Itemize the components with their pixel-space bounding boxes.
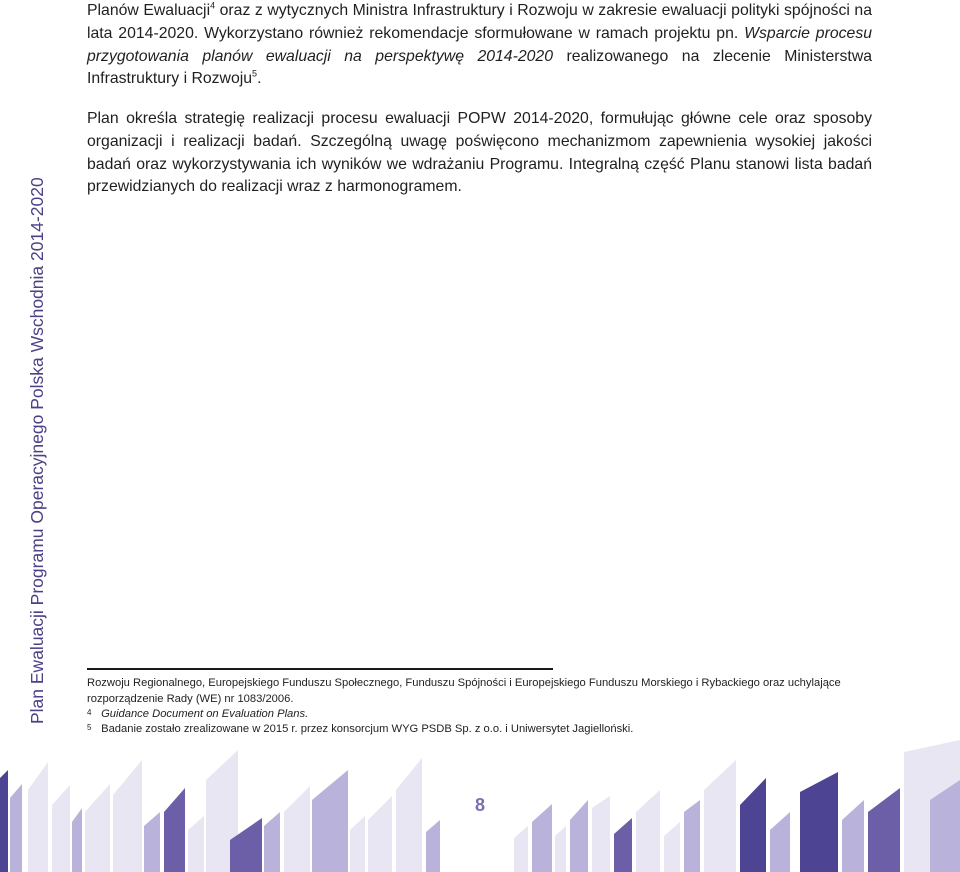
- deco-shape: [188, 816, 204, 872]
- deco-shape: [72, 808, 82, 872]
- deco-shape: [770, 812, 790, 872]
- para1-text-start: Planów Ewaluacji: [87, 2, 211, 19]
- deco-shape: [614, 818, 632, 872]
- footnote-5-text: Badanie zostało zrealizowane w 2015 r. przez konsorcjum WYG PSDB Sp. z o.o. i Uniwersytet Jagielloński.: [101, 723, 634, 735]
- para1-period: .: [257, 70, 262, 88]
- deco-shape: [555, 826, 566, 872]
- project-title-italic: Wsparcie procesu przygotowania planów ewaluacji na perspektywę 2014-2020: [87, 24, 872, 65]
- footnote-ref-4[interactable]: 4: [210, 0, 216, 11]
- deco-shape: [28, 762, 48, 872]
- deco-shape: [368, 796, 392, 872]
- deco-shape: [113, 760, 142, 872]
- deco-shape: [664, 822, 680, 872]
- deco-shape: [636, 790, 660, 872]
- footnote-5-number: 5: [87, 723, 92, 732]
- deco-shape: [164, 788, 185, 872]
- deco-shape: [684, 800, 700, 872]
- deco-shape: [740, 778, 766, 872]
- deco-shape: [704, 760, 736, 872]
- deco-shape: [264, 812, 280, 872]
- page-number: 8: [474, 795, 485, 815]
- deco-shape: [868, 788, 900, 872]
- para1-text-end: realizowanego na zlecenie Ministerstwa Infrastruktury i Rozwoju: [87, 47, 873, 88]
- deco-shape: [570, 800, 588, 872]
- deco-shape: [396, 758, 422, 872]
- footnote-ref-5[interactable]: 5: [252, 69, 258, 80]
- deco-shape: [350, 816, 365, 872]
- deco-shape: [284, 786, 310, 872]
- para1-text-mid: oraz z wytycznych Ministra Infrastruktury i Rozwoju w zakresie ewaluacji polityki spójności na lata 2014-2020. Wykorzystano również rekomendacje sformułowane w ramach projektu pn.: [87, 2, 872, 42]
- deco-shape: [842, 800, 864, 872]
- sidebar-document-title: Plan Ewaluacji Programu Operacyjnego Polska Wschodnia 2014-2020: [27, 177, 47, 724]
- plan-description-paragraph: Plan określa strategię realizacji procesu ewaluacji POPW 2014-2020, formułując główne cele oraz sposoby organizacji i realizacji badań. Szczególną uwagę poświęcono mechanizmom zapewnienia wysokiej jakości badań oraz wykorzystywania ich wyników we wdrażaniu Programu. Integralną część Planu stanowi lista badań przewidzianych do realizacji wraz z harmonogramem.: [87, 110, 872, 196]
- footnote-4-number: 4: [87, 708, 92, 717]
- deco-shape: [0, 770, 8, 872]
- deco-shape: [800, 772, 838, 872]
- deco-shape: [85, 784, 110, 872]
- deco-shape: [52, 785, 70, 872]
- deco-shape: [312, 770, 348, 872]
- deco-shape: [144, 812, 160, 872]
- deco-shape: [10, 784, 22, 872]
- deco-shape: [514, 826, 528, 872]
- deco-shape: [532, 804, 552, 872]
- footnote-4-text: Guidance Document on Evaluation Plans.: [101, 708, 309, 720]
- deco-shape: [426, 820, 440, 872]
- footnote-continuation: Rozwoju Regionalnego, Europejskiego Funduszu Społecznego, Funduszu Spójności i Europejskiego Funduszu Morskiego i Rybackiego oraz uchylające rozporządzenie Rady (WE) nr 1083/2006.: [87, 677, 841, 705]
- deco-shape: [592, 796, 610, 872]
